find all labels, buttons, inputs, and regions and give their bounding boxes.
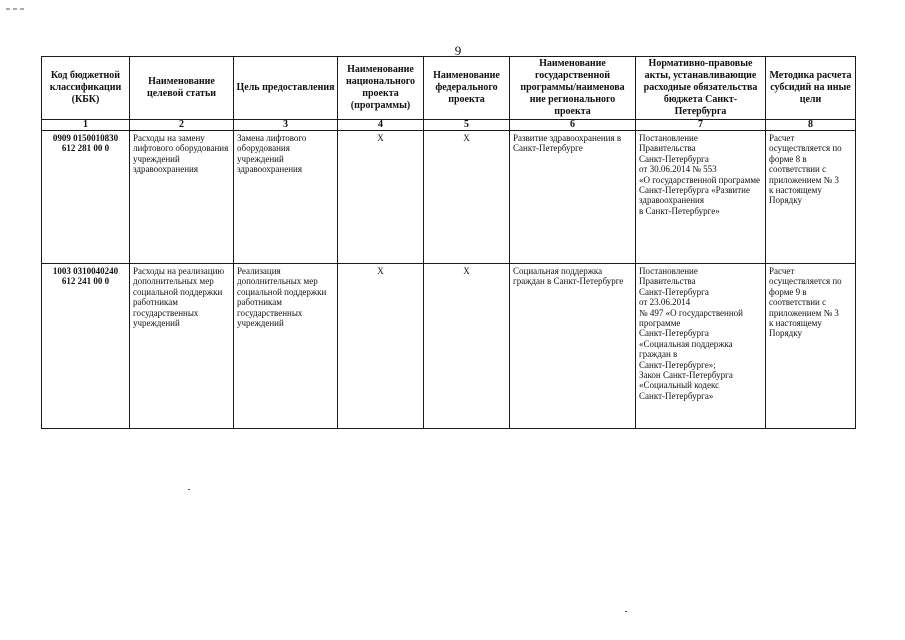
method-cell: Расчет осуществляется по форме 8 в соответствии с приложением № 3 к настоящему Порядку bbox=[766, 131, 856, 264]
national-project-cell: Х bbox=[338, 131, 424, 264]
header-state-program: Наименование государственной программы/наименова ние регионального проекта bbox=[510, 57, 636, 120]
header-kbk: Код бюджетной классификации (КБК) bbox=[42, 57, 130, 120]
header-method: Методика расчета субсидий на иные цели bbox=[766, 57, 856, 120]
column-number: 4 bbox=[338, 120, 424, 131]
column-number: 2 bbox=[130, 120, 234, 131]
table-header-row bbox=[42, 57, 856, 120]
scan-speck bbox=[625, 611, 627, 612]
purpose-cell: Реализация дополнительных мер социальной поддержки работникам государственных учреждений bbox=[234, 264, 338, 429]
subsidy-table bbox=[41, 56, 856, 429]
column-number-row bbox=[42, 120, 856, 131]
page-number: 9 bbox=[454, 43, 462, 58]
column-number: 1 bbox=[42, 120, 130, 131]
federal-project-cell: Х bbox=[424, 131, 510, 264]
state-program-cell: Социальная поддержка граждан в Санкт-Петербурге bbox=[510, 264, 636, 429]
target-item-cell: Расходы на реализацию дополнительных мер социальной поддержки работникам государственных учреждений bbox=[130, 264, 234, 429]
column-number: 5 bbox=[424, 120, 510, 131]
purpose-cell: Замена лифтового оборудования учреждений здравоохранения bbox=[234, 131, 338, 264]
target-item-cell: Расходы на замену лифтового оборудования учреждений здравоохранения bbox=[130, 131, 234, 264]
corner-scan-mark bbox=[6, 6, 24, 12]
legal-acts-cell: Постановление Правительства Санкт-Петербурга от 23.06.2014 № 497 «О государственной программе Санкт-Петербурга «Социальная поддержка граждан в Санкт-Петербурге»; Закон Санкт-Петербурга «Социальный кодекс Санкт-Петербурга» bbox=[636, 264, 766, 429]
column-number: 6 bbox=[510, 120, 636, 131]
column-number: 8 bbox=[766, 120, 856, 131]
table-row bbox=[42, 264, 856, 429]
column-number: 7 bbox=[636, 120, 766, 131]
header-target-item: Наименование целевой статьи bbox=[130, 57, 234, 120]
scan-speck bbox=[188, 489, 190, 490]
method-cell: Расчет осуществляется по форме 9 в соответствии с приложением № 3 к настоящему Порядку bbox=[766, 264, 856, 429]
federal-project-cell: Х bbox=[424, 264, 510, 429]
national-project-cell: Х bbox=[338, 264, 424, 429]
table-row bbox=[42, 131, 856, 264]
header-national-project: Наименование национального проекта (программы) bbox=[338, 57, 424, 120]
column-number: 3 bbox=[234, 120, 338, 131]
header-purpose: Цель предоставления bbox=[234, 57, 338, 120]
state-program-cell: Развитие здравоохранения в Санкт-Петербурге bbox=[510, 131, 636, 264]
header-legal-acts: Нормативно-правовые акты, устанавливающие расходные обязательства бюджета Санкт-Петербурга bbox=[636, 57, 766, 120]
kbk-cell: 0909 0150010830 612 281 00 0 bbox=[42, 131, 130, 264]
legal-acts-cell: Постановление Правительства Санкт-Петербурга от 30.06.2014 № 553 «О государственной программе Санкт-Петербурга «Развитие здравоохранения в Санкт-Петербурге» bbox=[636, 131, 766, 264]
header-federal-project: Наименование федерального проекта bbox=[424, 57, 510, 120]
kbk-cell: 1003 0310040240 612 241 00 0 bbox=[42, 264, 130, 429]
